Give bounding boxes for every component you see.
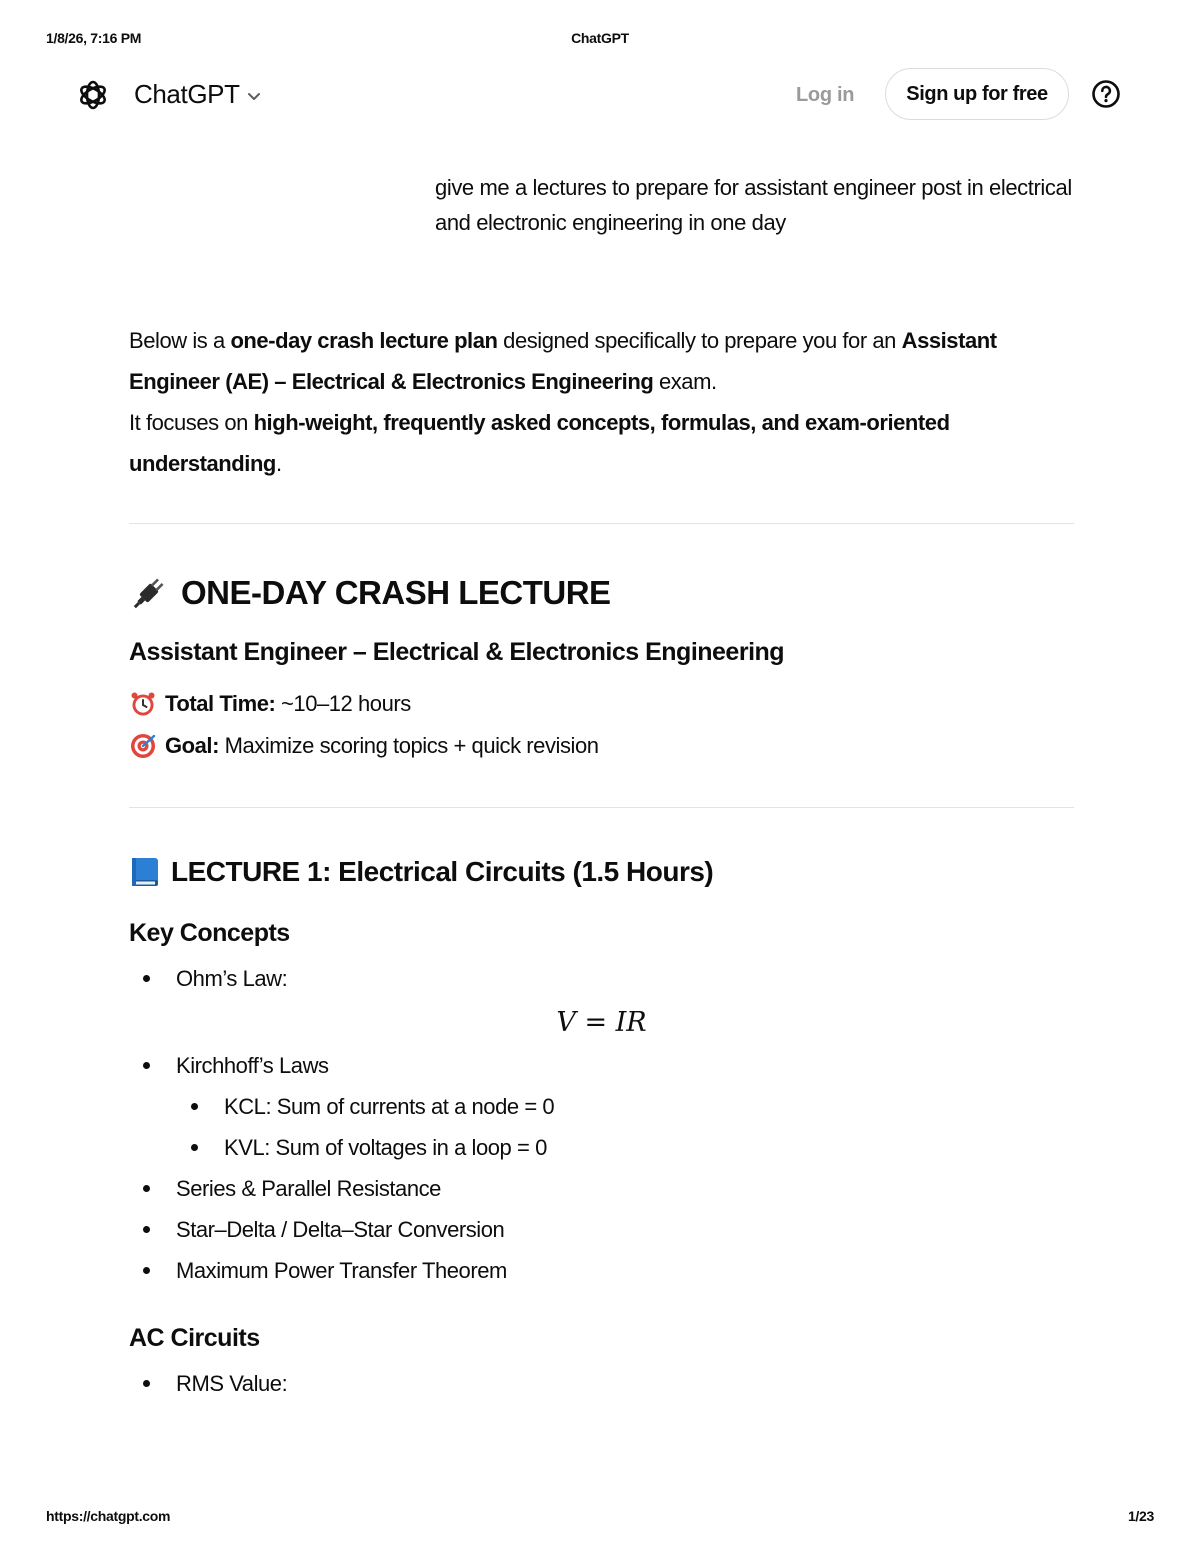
target-icon [129,732,157,760]
alarm-clock-icon [129,690,157,718]
crash-lecture-title: ONE-DAY CRASH LECTURE [181,574,611,611]
divider [129,523,1074,524]
crash-lecture-heading [129,571,1074,615]
key-concepts-list-more [129,1168,1074,1291]
list-item: Ohm’s Law: [129,958,1074,999]
key-concepts-heading: Key Concepts [129,919,290,947]
goal-value: Maximize scoring topics + quick revision [218,733,599,758]
key-concepts-list [129,958,1074,999]
print-footer [46,1508,1154,1528]
goal-line [129,725,1074,767]
list-item: KVL: Sum of voltages in a loop = 0 [129,1127,1074,1168]
key-concepts-list-cont [129,1045,1074,1086]
ac-circuits-list [129,1363,1074,1404]
list-item: KCL: Sum of currents at a node = 0 [129,1086,1074,1127]
print-url: https://chatgpt.com [46,1508,171,1524]
kirchhoff-sublist [129,1086,1074,1168]
model-switcher[interactable] [134,79,262,110]
list-item: Series & Parallel Resistance [129,1168,1074,1209]
total-time-value: ~10–12 hours [275,691,411,716]
plug-icon [129,573,169,613]
lecture1-heading [129,852,1074,892]
total-time-label: Total Time: [165,691,276,716]
goal-label: Goal: [165,733,219,758]
top-bar [0,66,1200,124]
login-button[interactable]: Log in [780,76,870,114]
user-message: give me a lectures to prepare for assistant engineer post in electrical and electronic engineering in one day [435,175,1072,235]
list-item: RMS Value: [129,1363,1074,1404]
blue-book-icon [129,856,161,888]
assistant-response [129,320,1074,1404]
intro-paragraph: Below is a one-day crash lecture plan designed specifically to prepare you for an Assistant Engineer (AE) – Electrical & Electronics Engineering exam. It focuses on high-weight, frequently asked concepts, formulas, and exam-oriented understanding. [129,328,997,476]
chatgpt-logo-icon[interactable] [76,78,110,112]
divider [129,807,1074,808]
ohm-formula: V = IR [556,1007,647,1038]
page-number: 1/23 [1127,1508,1154,1524]
list-item: Star–Delta / Delta–Star Conversion [129,1209,1074,1250]
print-date: 1/8/26, 7:16 PM [46,30,142,46]
lecture1-title: LECTURE 1: Electrical Circuits (1.5 Hours) [171,856,714,887]
ac-circuits-heading: AC Circuits [129,1324,260,1352]
list-item: Kirchhoff’s Laws [129,1045,1074,1086]
crash-subtitle: Assistant Engineer – Electrical & Electronics Engineering [129,638,785,666]
signup-button[interactable]: Sign up for free [885,68,1069,120]
chevron-down-icon [246,88,262,104]
print-title: ChatGPT [571,30,629,46]
list-item: Maximum Power Transfer Theorem [129,1250,1074,1291]
total-time-line [129,683,1074,725]
question-circle-icon[interactable] [1091,79,1121,109]
print-header [46,30,1154,50]
brand-label: ChatGPT [134,79,240,109]
